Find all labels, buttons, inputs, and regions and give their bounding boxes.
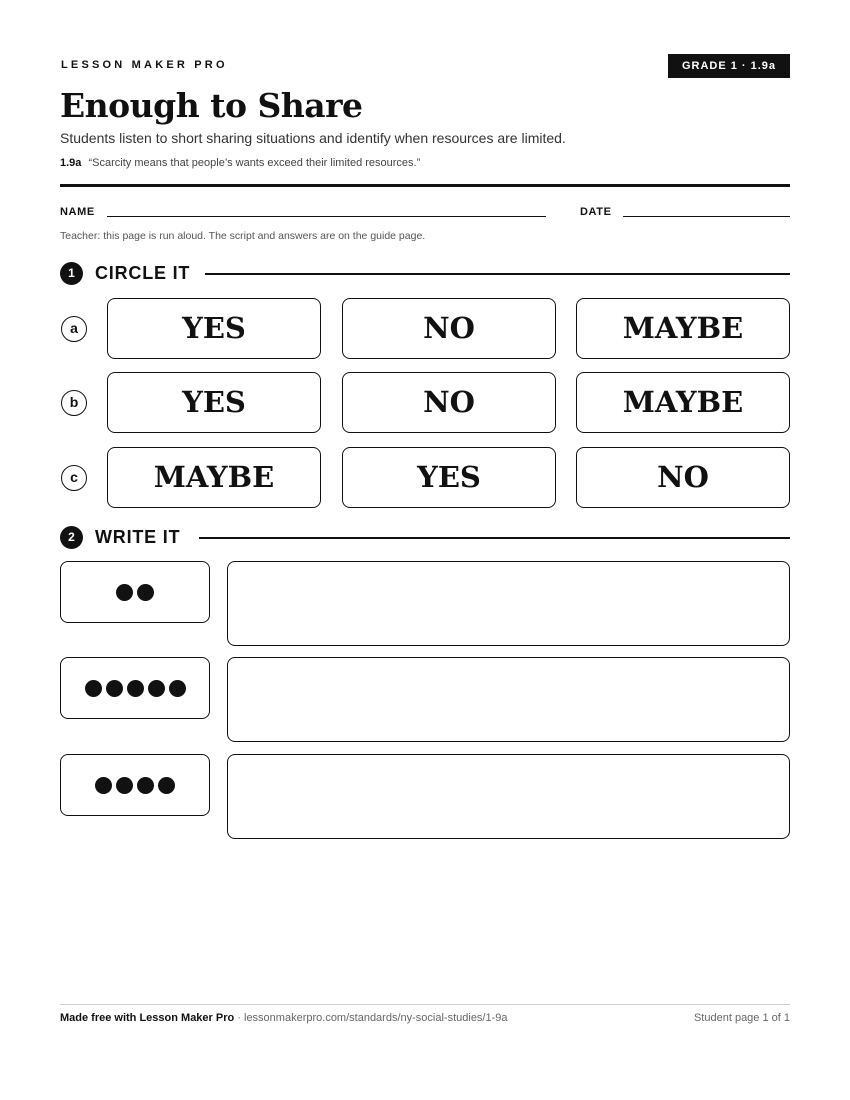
- row-letter-b: b: [61, 390, 87, 416]
- dot-icon: [85, 680, 102, 697]
- name-line[interactable]: [107, 216, 546, 217]
- dot-count-box: [60, 754, 210, 816]
- choice-b-1[interactable]: YES: [107, 372, 321, 433]
- section-rule: [205, 273, 790, 275]
- footer-made-with: Made free with Lesson Maker Pro: [60, 1012, 235, 1024]
- dot-icon: [137, 584, 154, 601]
- name-label: NAME: [60, 206, 95, 218]
- standard-code: 1.9a: [60, 157, 82, 169]
- section-title: WRITE IT: [95, 527, 181, 547]
- dot-icon: [95, 777, 112, 794]
- teacher-note: Teacher: this page is run aloud. The script and answers are on the guide page.: [60, 230, 426, 242]
- answer-box[interactable]: [227, 754, 790, 839]
- dot-icon: [158, 777, 175, 794]
- section-write-it-header: [60, 525, 790, 549]
- footer-url: · lessonmakerpro.com/standards/ny-social-studies/1-9a: [237, 1012, 508, 1024]
- brand-name: LESSON MAKER PRO: [61, 59, 228, 71]
- choice-c-1[interactable]: MAYBE: [107, 447, 321, 508]
- choice-c-3[interactable]: NO: [576, 447, 790, 508]
- choice-b-2[interactable]: NO: [342, 372, 556, 433]
- choice-b-3[interactable]: MAYBE: [576, 372, 790, 433]
- section-number-badge: 2: [60, 526, 83, 549]
- page-title: Enough to Share: [60, 86, 363, 125]
- choice-c-2[interactable]: YES: [342, 447, 556, 508]
- grade-badge: GRADE 1 · 1.9a: [668, 54, 790, 78]
- dot-icon: [116, 584, 133, 601]
- dot-icon: [137, 777, 154, 794]
- dot-icon: [127, 680, 144, 697]
- row-letter-c: c: [61, 465, 87, 491]
- section-circle-it-header: [60, 261, 790, 285]
- standard-line: [60, 157, 420, 169]
- section-title: CIRCLE IT: [95, 263, 191, 283]
- date-label: DATE: [580, 206, 612, 218]
- choice-a-2[interactable]: NO: [342, 298, 556, 359]
- dot-count-box: [60, 657, 210, 719]
- dot-icon: [169, 680, 186, 697]
- footer-page-label: Student page 1 of 1: [693, 1012, 790, 1024]
- date-line[interactable]: [623, 216, 790, 217]
- standard-quote: “Scarcity means that people’s wants exceed their limited resources.”: [88, 157, 421, 169]
- dot-icon: [106, 680, 123, 697]
- footer-divider: [60, 1004, 790, 1005]
- row-letter-a: a: [61, 316, 87, 342]
- answer-box[interactable]: [227, 561, 790, 646]
- answer-box[interactable]: [227, 657, 790, 742]
- section-number-badge: 1: [60, 262, 83, 285]
- choice-a-1[interactable]: YES: [107, 298, 321, 359]
- dot-icon: [148, 680, 165, 697]
- footer-credit: [60, 1012, 508, 1024]
- page-subtitle: Students listen to short sharing situations and identify when resources are limited.: [60, 130, 566, 146]
- dot-count-box: [60, 561, 210, 623]
- header-divider: [60, 184, 790, 187]
- section-rule: [199, 537, 790, 539]
- choice-a-3[interactable]: MAYBE: [576, 298, 790, 359]
- dot-icon: [116, 777, 133, 794]
